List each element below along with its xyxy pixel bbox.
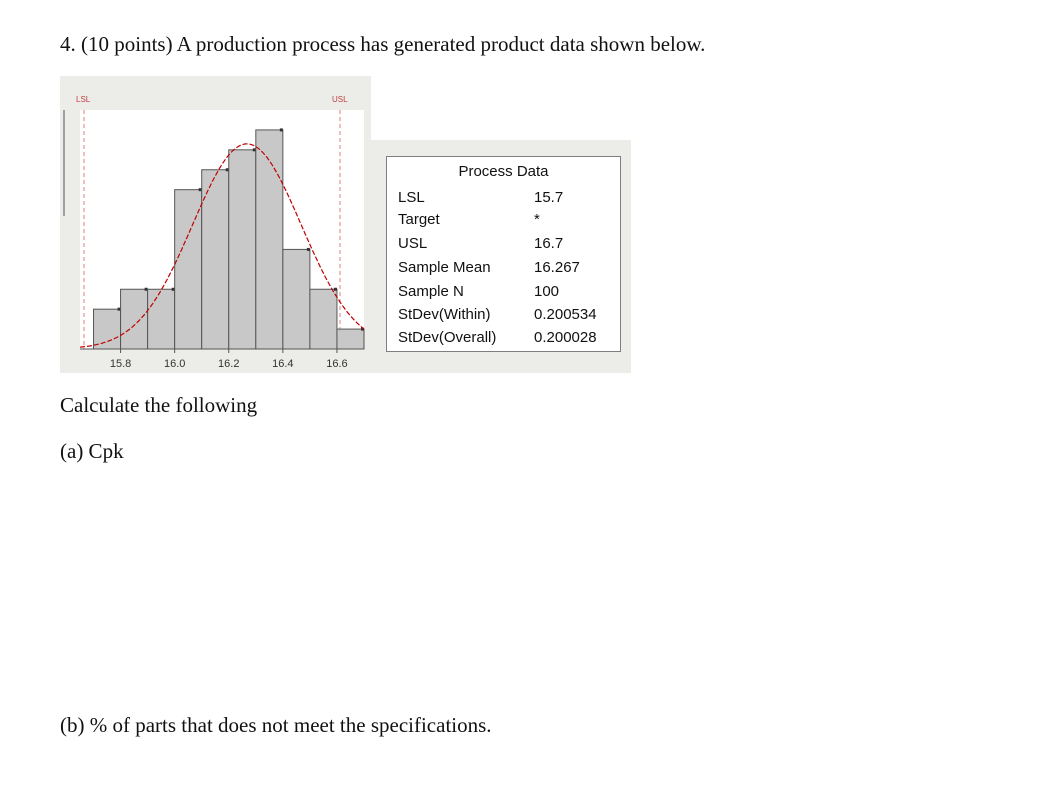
question-title: 4. (10 points) A production process has generated product data shown below. xyxy=(60,32,706,56)
calculate-instruction: Calculate the following xyxy=(60,393,258,417)
histogram-bar xyxy=(310,289,337,349)
pd-label-target: Target xyxy=(398,211,440,228)
x-tick-label: 16.2 xyxy=(218,358,240,370)
pd-label-stdev-within: StDev(Within) xyxy=(398,306,491,323)
histogram-bar xyxy=(229,150,256,349)
spec-label-usl: USL xyxy=(332,95,348,104)
pd-label-sample-n: Sample N xyxy=(398,283,464,300)
pd-label-lsl: LSL xyxy=(398,189,425,206)
x-tick-label: 16.4 xyxy=(272,358,294,370)
bar-corner-marker xyxy=(307,248,310,251)
pd-value-sample-n: 100 xyxy=(534,283,560,300)
pd-value-lsl: 15.7 xyxy=(534,189,564,206)
pd-value-usl: 16.7 xyxy=(534,235,564,252)
bar-corner-marker xyxy=(334,288,337,291)
x-tick-label: 16.0 xyxy=(163,358,186,370)
capability-histogram xyxy=(60,76,371,373)
process-data-box xyxy=(386,156,621,352)
histogram-chart xyxy=(60,76,371,373)
histogram-bar xyxy=(94,309,121,349)
spec-label-lsl: LSL xyxy=(76,95,91,104)
pd-label-usl: USL xyxy=(398,235,428,252)
part-b-nonconforming: (b) % of parts that does not meet the specifications. xyxy=(60,713,492,737)
pd-value-target: * xyxy=(534,211,540,228)
bar-corner-marker xyxy=(280,128,283,131)
process-data-header: Process Data xyxy=(458,163,549,180)
x-tick-label: 16.6 xyxy=(326,358,348,370)
part-a-cpk: (a) Cpk xyxy=(60,439,124,463)
histogram-bar xyxy=(283,249,310,349)
process-data-panel xyxy=(371,140,631,373)
pd-label-sample-mean: Sample Mean xyxy=(398,259,491,276)
pd-value-stdev-within: 0.200534 xyxy=(534,306,597,323)
histogram-bar xyxy=(202,170,229,349)
pd-value-sample-mean: 16.267 xyxy=(534,259,580,276)
pd-value-stdev-overall: 0.200028 xyxy=(534,329,597,346)
histogram-bar xyxy=(121,289,148,349)
histogram-bar xyxy=(256,130,283,349)
histogram-bar xyxy=(337,329,364,349)
x-tick-label: 15.8 xyxy=(109,358,132,370)
histogram-bar xyxy=(148,289,175,349)
histogram-bar xyxy=(175,190,202,349)
pd-label-stdev-overall: StDev(Overall) xyxy=(398,329,497,346)
